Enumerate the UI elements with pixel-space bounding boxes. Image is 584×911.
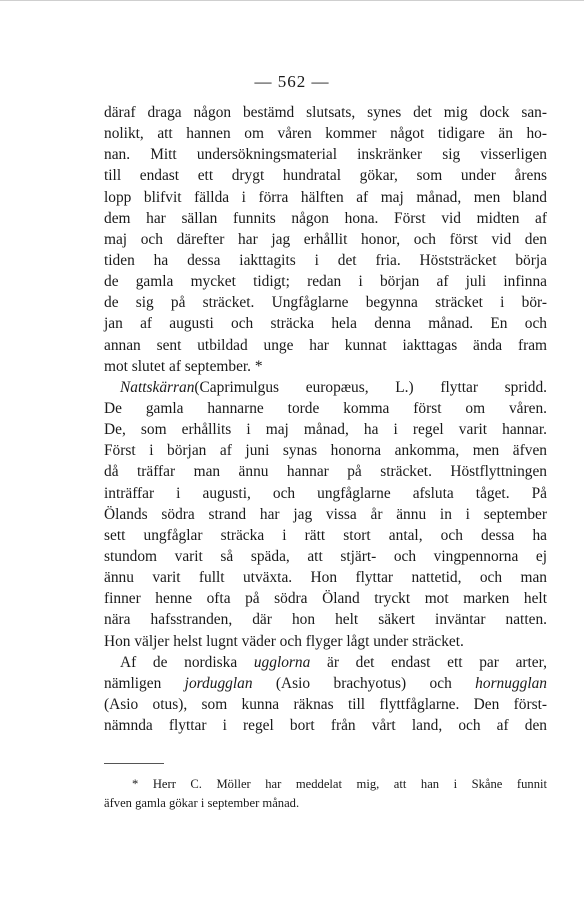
text-line: nämnda flyttar i regel bort från vårt land, och af den [104,717,547,735]
text-line: Ölands södra strand har jag vissa år ännu in i september [104,505,547,523]
paragraph-nattskarran-first-line [104,377,547,398]
text-line: dem har sällan funnits någon hona. Först vid midten af [104,209,547,227]
text-line: ännu varit fullt utväxta. Hon flyttar nattetid, och man [104,569,547,587]
text-line [104,673,547,694]
text-line: tiden ha dessa iakttagits i det fria. Höststräcket börja [104,251,547,269]
text-line: maj och därefter har jag erhållit honor, och först vid den [104,230,547,248]
footnote [104,775,547,812]
text-line: sett ungfåglar sträcka i rätt stort antal, och dessa ha [104,526,547,544]
page-number: — 562 — [254,72,330,91]
text-line: jan af augusti och sträcka hela denna månad. En och [104,315,547,333]
body-text [104,102,547,736]
text-line: nära hafsstranden, där hon helt säkert inväntar natten. [104,611,547,629]
species-name-nattskarran: Nattskärran [120,378,195,396]
text-span: (Caprimulgus europæus, L.) flyttar spridd. [194,378,547,396]
text-line: de gamla mycket tidigt; redan i början af juli infinna [104,273,547,291]
text-line: (Asio otus), som kunna räknas till flyttfåglarne. Den först- [104,695,547,713]
text-line: Först i början af juni synas honorna ankomma, men äfven [104,442,547,460]
paragraph-ugglorna-first-line [104,652,547,673]
species-name-hornugglan: hornugglan [475,674,547,692]
text-line: stundom varit så späda, att stjärt- och vingpennorna ej [104,547,547,565]
species-name-jordugglan: jordugglan [184,674,253,692]
text-line: annan sent utbildad unge har kunnat iakttagas ända fram [104,336,547,354]
text-span: är det endast ett par arter, [310,653,547,671]
text-line: de sig på sträcket. Ungfåglarne begynna sträcket i bör- [104,294,547,312]
text-line: då träffar man ännu hannar på sträcket. Höstflyttningen [104,463,547,481]
text-line: Hon väljer helst lugnt väder och flyger lågt under sträcket. [104,632,464,650]
text-line: till endast ett drygt hundratal gökar, som under årens [104,167,547,185]
text-line: nan. Mitt undersökningsmaterial inskränker sig visserligen [104,146,547,164]
top-edge [0,0,584,1]
footnote-line: äfven gamla gökar i september månad. [104,795,300,810]
text-span: nämligen [104,674,185,692]
footnote-line: * Herr C. Möller har meddelat mig, att han i Skåne funnit [132,777,547,791]
text-span: Af de nordiska [120,653,254,671]
text-line: De gamla hannarne torde komma först om våren. [104,399,547,417]
text-span: (Asio brachyotus) och [252,674,476,692]
text-line: nolikt, att hannen om våren kommer något tidigare än ho- [104,125,547,143]
text-line: mot slutet af september. * [104,357,263,375]
text-line: De, som erhållits i maj månad, ha i regel varit hannar. [104,421,547,439]
species-name-ugglorna: ugglorna [253,653,311,671]
text-line: finner henne ofta på södra Öland tryckt mot marken helt [104,590,547,608]
text-line: lopp blifvit fällda i förra hälften af maj månad, men bland [104,188,547,206]
footnote-divider [104,763,164,764]
text-line: däraf draga någon bestämd slutsats, synes det mig dock san- [104,104,547,121]
text-line: inträffar i augusti, och ungfåglarne afsluta tåget. På [104,484,547,502]
